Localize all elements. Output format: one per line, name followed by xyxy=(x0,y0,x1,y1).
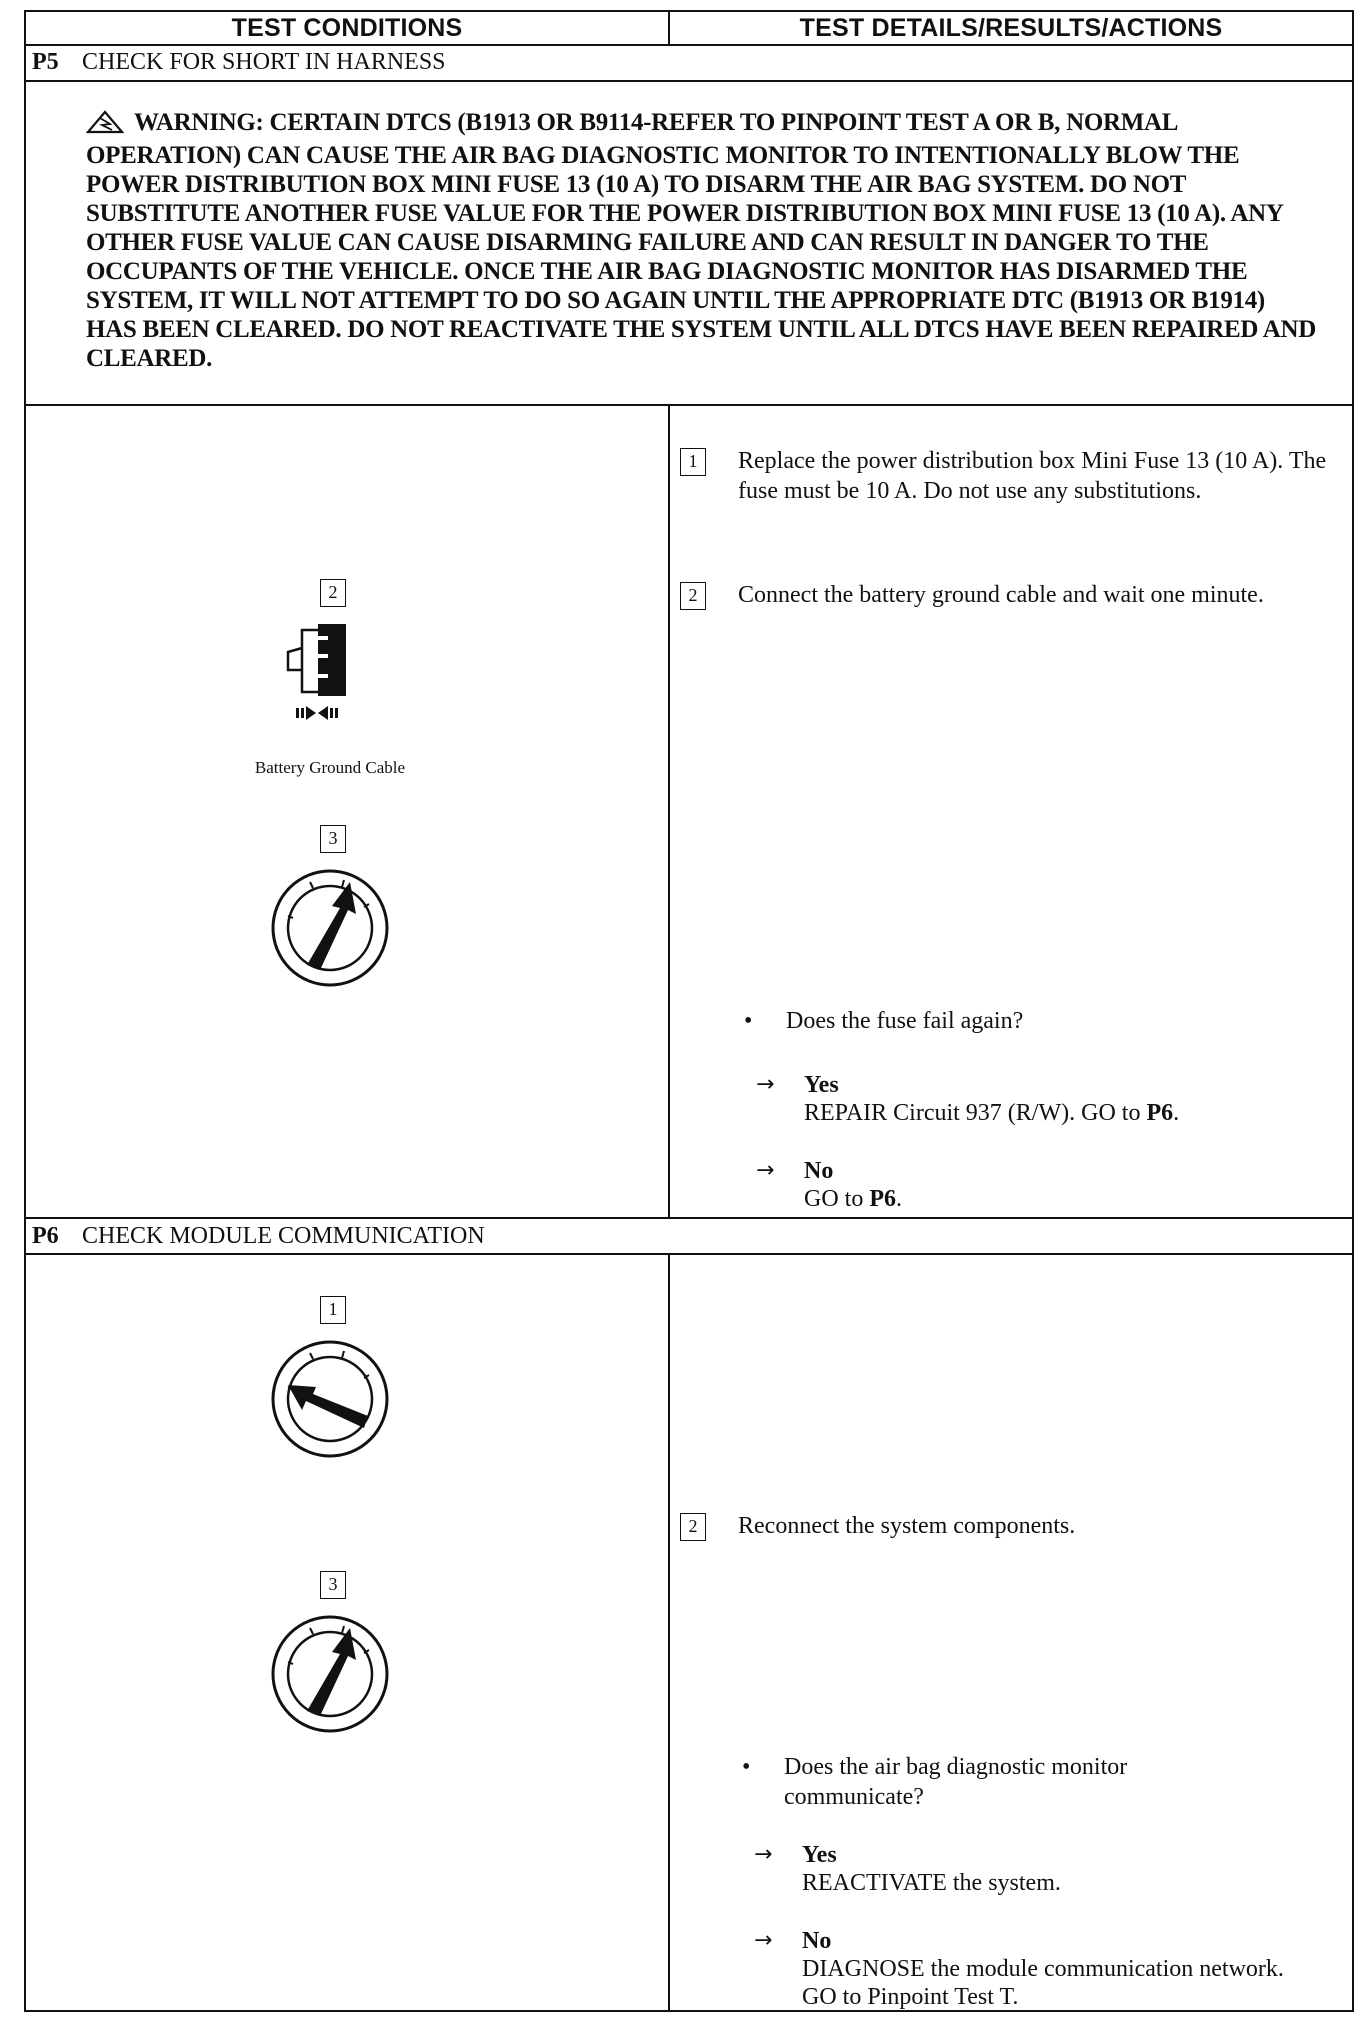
bullet-icon: • xyxy=(742,1754,751,1780)
figure-caption: Battery Ground Cable xyxy=(254,758,406,777)
answer-text: DIAGNOSE the module communication network. GO to Pinpoint Test T. xyxy=(802,1956,1284,2010)
question-text: Does the fuse fail again? xyxy=(786,1008,1024,1034)
p5-title-divider xyxy=(24,80,1354,82)
header-test-details: TEST DETAILS/RESULTS/ACTIONS xyxy=(799,14,1223,42)
step-number-box: 2 xyxy=(680,1513,706,1541)
bullet-icon: • xyxy=(744,1008,753,1034)
header-test-conditions: TEST CONDITIONS xyxy=(231,14,463,42)
battery-ground-cable-icon xyxy=(278,622,368,737)
figure-number-box: 3 xyxy=(320,825,346,853)
question xyxy=(744,1006,1326,1036)
step-id: P5 xyxy=(32,49,59,75)
warning-divider xyxy=(24,404,1354,406)
warning-text: WARNING: CERTAIN DTCS (B1913 OR B9114-REFER TO PINPOINT TEST A OR B, NORMAL OPERATION) CAN CAUSE THE AIR BAG DIAGNOSTIC MONITOR TO INTENTIONALLY BLOW THE POWER DISTRIBUTION BOX MINI FUSE 13 (10 A) TO DISARM THE AIR BAG SYSTEM. DO NOT SUBSTITUTE ANOTHER FUSE VALUE FOR THE POWER DISTRIBUTION BOX MINI FUSE 13 (10 A). ANY OTHER FUSE VALUE CAN CAUSE DISARMING FAILURE AND CAN RESULT IN DANGER TO THE OCCUPANTS OF THE VEHICLE. ONCE THE AIR BAG DIAGNOSTIC MONITOR HAS DISARMED THE SYSTEM, IT WILL NOT ATTEMPT TO DO SO AGAIN UNTIL THE APPROPRIATE DTC (B1913 OR B1914) HAS BEEN CLEARED. DO NOT REACTIVATE THE SYSTEM UNTIL ALL DTCS HAVE BEEN REPAIRED AND CLEARED. xyxy=(86,109,1316,372)
answer-no xyxy=(754,1927,1322,2011)
detail-text: Reconnect the system components. xyxy=(738,1513,1076,1539)
step-id: P6 xyxy=(32,1223,59,1249)
warning-triangle-icon xyxy=(86,110,124,141)
answer-no xyxy=(756,1157,1324,1213)
question-text: Does the air bag diagnostic monitor communicate? xyxy=(784,1754,1128,1810)
ignition-switch-off-icon xyxy=(270,1339,390,1464)
step-number-box: 2 xyxy=(680,582,706,610)
answer-tail: . xyxy=(896,1186,903,1212)
answer-label: No xyxy=(804,1158,834,1184)
step-title: CHECK MODULE COMMUNICATION xyxy=(82,1223,485,1249)
step-p5-title-row xyxy=(32,45,446,79)
answer-yes xyxy=(756,1071,1324,1127)
arrow-right-icon: → xyxy=(756,1158,775,1183)
answer-text: GO to xyxy=(804,1186,870,1212)
figure-number-box: 1 xyxy=(320,1296,346,1324)
answer-label: Yes xyxy=(802,1842,837,1868)
answer-label: No xyxy=(802,1928,832,1954)
p5-column-divider xyxy=(668,404,670,1219)
detail-text: Connect the battery ground cable and wait one minute. xyxy=(738,582,1264,608)
step-p6-title-row xyxy=(32,1219,485,1253)
step-number-box: 1 xyxy=(680,448,706,476)
answer-ref: P6 xyxy=(1146,1100,1174,1126)
arrow-right-icon: → xyxy=(756,1072,775,1097)
answer-yes xyxy=(754,1841,1322,1897)
arrow-right-icon: → xyxy=(754,1928,773,1953)
question xyxy=(742,1752,1254,1812)
ignition-switch-run-icon xyxy=(270,868,390,993)
answer-text: REACTIVATE the system. xyxy=(802,1870,1061,1896)
detail-text: Replace the power distribution box Mini Fuse 13 (10 A). The fuse must be 10 A. Do not use any substitutions. xyxy=(738,448,1327,504)
p6-column-divider xyxy=(668,1253,670,2012)
figure-number-box: 3 xyxy=(320,1571,346,1599)
arrow-right-icon: → xyxy=(754,1842,773,1867)
answer-label: Yes xyxy=(804,1072,839,1098)
figure-number-box: 2 xyxy=(320,579,346,607)
step-title: CHECK FOR SHORT IN HARNESS xyxy=(82,49,446,75)
ignition-switch-run-icon xyxy=(270,1614,390,1739)
p6-title-divider xyxy=(24,1253,1354,1255)
answer-tail: . xyxy=(1173,1100,1180,1126)
answer-ref: P6 xyxy=(869,1186,897,1212)
warning-block xyxy=(86,108,1316,373)
answer-text: REPAIR Circuit 937 (R/W). GO to xyxy=(804,1100,1147,1126)
